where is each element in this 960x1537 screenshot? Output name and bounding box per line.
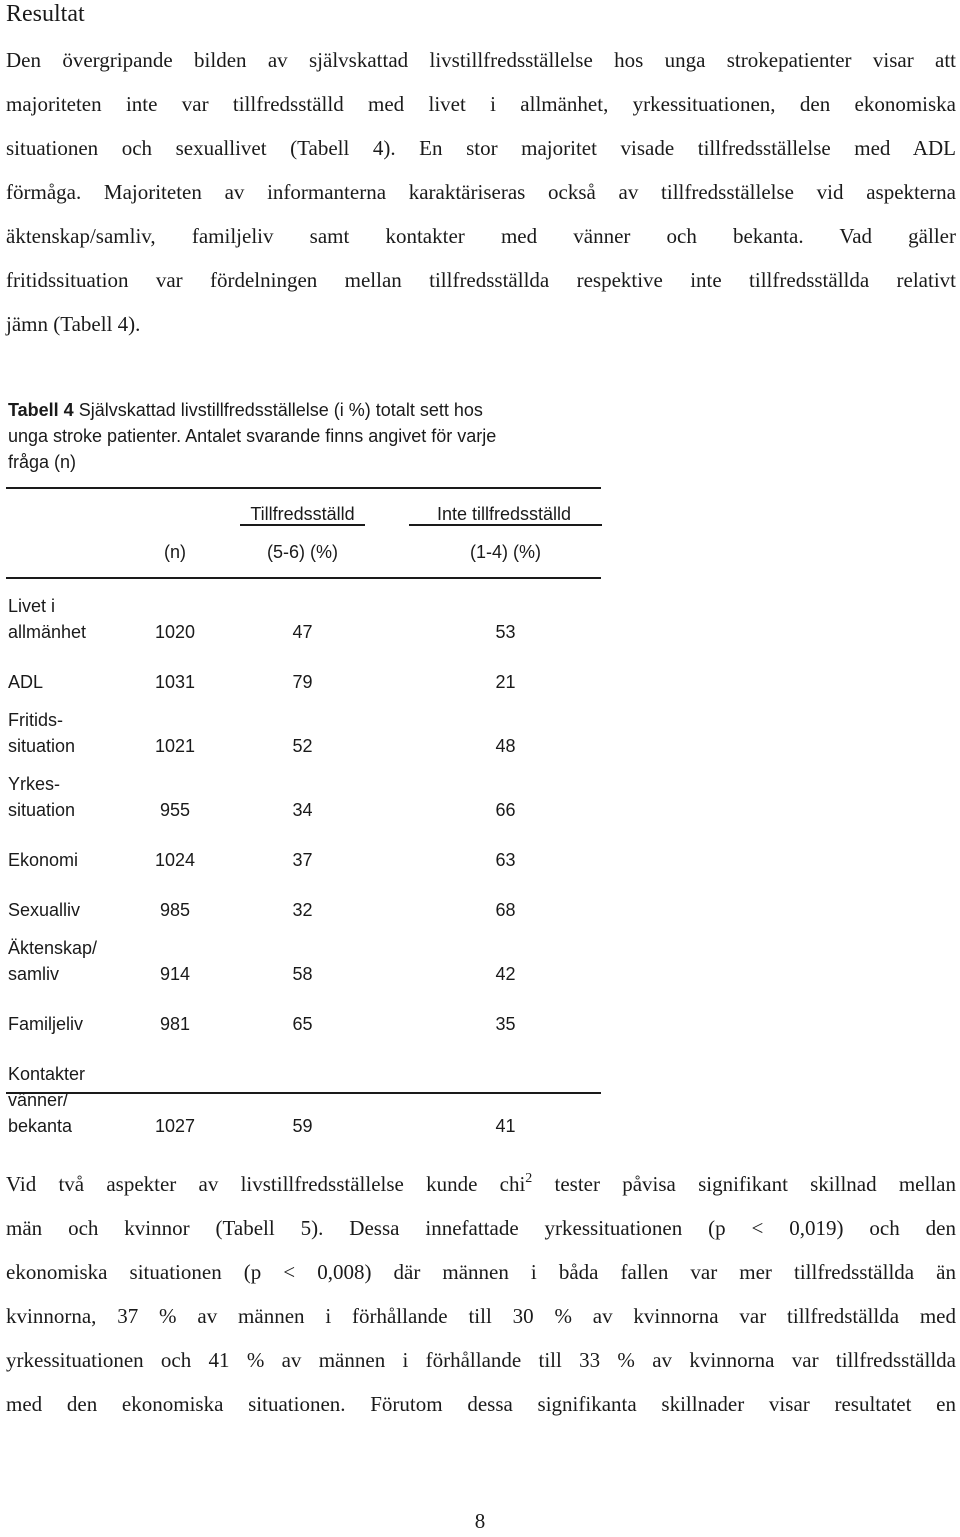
text-line: kvinnorna, 37 % av männen i förhållande till 30 % av kvinnorna var tillfredställda med (6, 1304, 956, 1328)
row-n: 981 (159, 1014, 191, 1034)
text-line (6, 1162, 956, 1206)
row-n: 914 (159, 964, 191, 984)
row-label: Livet i allmänhet (8, 596, 87, 642)
row-not-satisfied: 48 (495, 736, 516, 756)
text-line: yrkessituationen och 41 % av männen i förhållande till 33 % av kvinnorna var tillfredsställda (6, 1348, 956, 1372)
text-line: äktenskap/samliv, familjeliv samt kontakter med vänner och bekanta. Vad gäller (6, 224, 956, 248)
row-n: 985 (159, 900, 191, 920)
table-top-rule (6, 487, 601, 489)
row-label: ADL (8, 672, 44, 692)
text-line: jämn (Tabell 4). (6, 312, 141, 336)
table-row (8, 669, 603, 695)
row-n: 955 (159, 800, 191, 820)
table-caption-text: fråga (n) (8, 452, 77, 472)
row-n: 1031 (154, 672, 196, 692)
row-not-satisfied: 66 (495, 800, 516, 820)
table-caption-text: unga stroke patienter. Antalet svarande finns angivet för varje (8, 426, 497, 446)
row-n: 1027 (154, 1116, 196, 1136)
row-satisfied: 65 (292, 1014, 313, 1034)
table-row (8, 707, 603, 759)
paragraph-intro (6, 38, 956, 346)
row-label: Ekonomi (8, 850, 79, 870)
row-not-satisfied: 42 (495, 964, 516, 984)
table-caption (8, 397, 608, 475)
section-heading: Resultat (6, 1, 85, 27)
row-label: Äktenskap/ samliv (8, 938, 98, 984)
table-row (8, 847, 603, 873)
row-n: 1020 (154, 622, 196, 642)
row-not-satisfied: 35 (495, 1014, 516, 1034)
row-not-satisfied: 68 (495, 900, 516, 920)
row-n: 1021 (154, 736, 196, 756)
row-not-satisfied: 41 (495, 1116, 516, 1136)
table-row (8, 1061, 603, 1139)
table-row (8, 593, 603, 645)
text-fragment: Vid två aspekter av livstillfredsställelse kunde chi (6, 1172, 526, 1196)
row-label: Familjeliv (8, 1014, 84, 1034)
text-line: ekonomiska situationen (p < 0,008) där männen i båda fallen var mer tillfredsställda än (6, 1260, 956, 1284)
text-line: fritidssituation var fördelningen mellan tillfredsställda respektive inte tillfredsställda relativt (6, 268, 956, 292)
text-fragment: tester påvisa signifikant skillnad mellan (532, 1172, 956, 1196)
row-satisfied: 79 (292, 672, 313, 692)
header-range-satisfied: (5-6) (%) (267, 542, 338, 562)
row-label: Kontakter vänner/ bekanta (8, 1064, 86, 1136)
superscript: 2 (525, 1171, 533, 1186)
row-satisfied: 59 (292, 1116, 313, 1136)
header-range-not-satisfied: (1-4) (%) (470, 542, 541, 562)
table-caption-text: Självskattad livstillfredsställelse (i %) totalt sett hos (73, 400, 483, 420)
row-satisfied: 37 (292, 850, 313, 870)
text-line: Den övergripande bilden av självskattad livstillfredsställelse hos unga strokepatienter visar att (6, 48, 956, 72)
row-satisfied: 58 (292, 964, 313, 984)
row-not-satisfied: 53 (495, 622, 516, 642)
text-line: män och kvinnor (Tabell 5). Dessa innefattade yrkessituationen (p < 0,019) och den (6, 1216, 956, 1240)
row-not-satisfied: 63 (495, 850, 516, 870)
paragraph-results (6, 1162, 956, 1426)
row-satisfied: 47 (292, 622, 313, 642)
row-label: Fritids- situation (8, 710, 76, 756)
header-not-satisfied-underline (409, 524, 602, 526)
table-row (8, 771, 603, 823)
text-line: situationen och sexuallivet (Tabell 4). En stor majoritet visade tillfredsställelse med ADL (6, 136, 956, 160)
header-not-satisfied: Inte tillfredsställd (436, 504, 572, 524)
table-body (8, 593, 603, 1139)
row-n: 1024 (154, 850, 196, 870)
table-row (8, 935, 603, 987)
row-satisfied: 34 (292, 800, 313, 820)
table-row (8, 897, 603, 923)
page-number: 8 (474, 1509, 486, 1533)
row-satisfied: 52 (292, 736, 313, 756)
header-n: (n) (164, 542, 186, 562)
row-label: Yrkes- situation (8, 774, 76, 820)
text-line: med den ekonomiska situationen. Förutom dessa signifikanta skillnader visar resultatet en (6, 1392, 956, 1416)
row-label: Sexualliv (8, 900, 81, 920)
table-header-rule (6, 577, 601, 579)
header-satisfied-underline (240, 524, 365, 526)
table-caption-label: Tabell 4 (8, 400, 74, 420)
text-line: majoriteten inte var tillfredsställd med livet i allmänhet, yrkessituationen, den ekonomiska (6, 92, 956, 116)
text-line: förmåga. Majoriteten av informanterna karaktäriseras också av tillfredsställelse vid aspekterna (6, 180, 956, 204)
row-satisfied: 32 (292, 900, 313, 920)
header-satisfied: Tillfredsställd (250, 504, 355, 524)
table-row (8, 1011, 603, 1037)
row-not-satisfied: 21 (495, 672, 516, 692)
table-bottom-rule (6, 1092, 601, 1094)
